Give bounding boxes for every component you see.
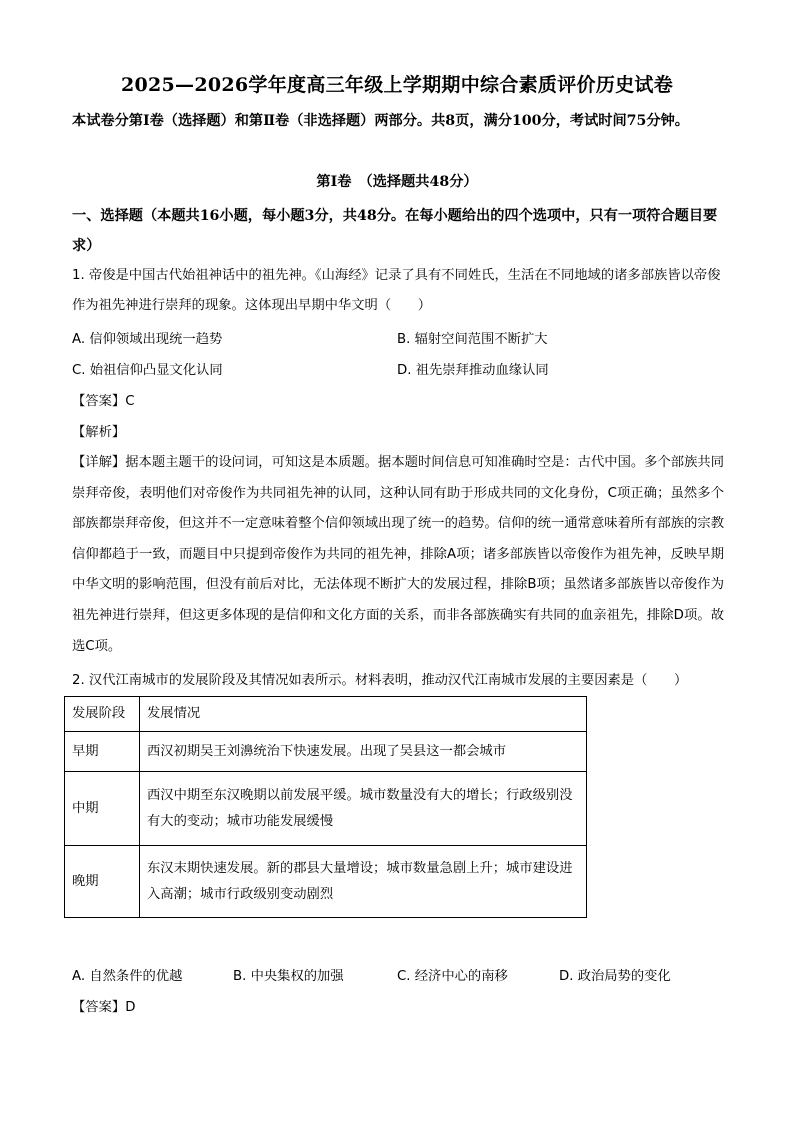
- q1-answer: [72, 390, 134, 409]
- q1-option-d: D. 祖先崇拜推动血缘认同: [397, 363, 549, 378]
- table-row: [65, 732, 587, 772]
- q2-option-d: D. 政治局势的变化: [559, 969, 671, 984]
- exam-intro: 本试卷分第Ⅰ卷（选择题）和第Ⅱ卷（非选择题）两部分。共8页，满分100分，考试时间75分钟。: [72, 113, 689, 129]
- q1-analysis-label: 【解析】: [72, 425, 126, 440]
- answer-value: C: [125, 394, 135, 409]
- q2-option-a: A. 自然条件的优越: [72, 969, 183, 984]
- question-2-stem: 2. 汉代江南城市的发展阶段及其情况如表所示。材料表明，推动汉代江南城市发展的主要因素是（ ）: [72, 673, 688, 688]
- city-development-table: [64, 696, 587, 918]
- table-cell-stage: 早期: [65, 732, 140, 772]
- table-header-row: [65, 697, 587, 732]
- answer-label: 【答案】: [72, 394, 126, 409]
- q1-option-a: A. 信仰领域出现统一趋势: [72, 332, 223, 347]
- q1-option-b: B. 辐射空间范围不断扩大: [397, 332, 548, 347]
- detail-label: 【详解】: [72, 455, 126, 470]
- q2-answer: [72, 996, 135, 1015]
- question-1-stem: 1. 帝俊是中国古代始祖神话中的祖先神。《山海经》记录了具有不同姓氏，生活在不同地域的诸多部族皆以帝俊作为祖先神进行崇拜的现象。这体现出早期中华文明（ ）: [72, 268, 721, 313]
- table-cell-stage: 晚期: [65, 846, 140, 918]
- q2-option-b: B. 中央集权的加强: [233, 969, 344, 984]
- table-header-cell: 发展情况: [140, 697, 587, 732]
- q1-option-c: C. 始祖信仰凸显文化认同: [72, 363, 223, 378]
- part-heading: 第Ⅰ卷 （选择题共48分）: [316, 174, 478, 190]
- exam-title: 2025—2026学年度高三年级上学期期中综合素质评价历史试卷: [120, 74, 674, 96]
- q2-option-c: C. 经济中心的南移: [397, 969, 508, 984]
- section-heading: 一、选择题（本题共16小题，每小题3分，共48分。在每小题给出的四个选项中，只有一项符合题目要求）: [72, 208, 718, 254]
- table-row: [65, 772, 587, 846]
- table-header-cell: 发展阶段: [65, 697, 140, 732]
- table-cell-detail: 西汉初期吴王刘濞统治下快速发展。出现了吴县这一都会城市: [140, 732, 587, 772]
- table-cell-detail: 东汉末期快速发展。新的郡县大量增设；城市数量急剧上升；城市建设进入高潮；城市行政级别变动剧烈: [140, 846, 587, 918]
- table-row: [65, 846, 587, 918]
- answer-value: D: [125, 1000, 136, 1015]
- answer-label: 【答案】: [72, 1000, 126, 1015]
- table-cell-detail: 西汉中期至东汉晚期以前发展平缓。城市数量没有大的增长；行政级别没有大的变动；城市功能发展缓慢: [140, 772, 587, 846]
- q1-detail: [72, 448, 724, 662]
- table-cell-stage: 中期: [65, 772, 140, 846]
- detail-text: 据本题主题干的设问词，可知这是本质题。据本题时间信息可知准确时空是：古代中国。多个部族共同崇拜帝俊，表明他们对帝俊作为共同祖先神的认同，这种认同有助于形成共同的文化身份，C项正确；虽然多个部族都崇拜帝俊，但这并不一定意味着整个信仰领域出现了统一的趋势。信仰的统一通常意味着所有部族的宗教信仰都趋于一致，而题目中只提到帝俊作为共同的祖先神，排除A项；诸多部族皆以帝俊作为祖先神，反映早期中华文明的影响范围，但没有前后对比，无法体现不断扩大的发展过程，排除B项；虽然诸多部族皆以帝俊作为祖先神进行崇拜，但这更多体现的是信仰和文化方面的关系，而非各部族确实有共同的血亲祖先，排除D项。故选C项。: [72, 455, 725, 654]
